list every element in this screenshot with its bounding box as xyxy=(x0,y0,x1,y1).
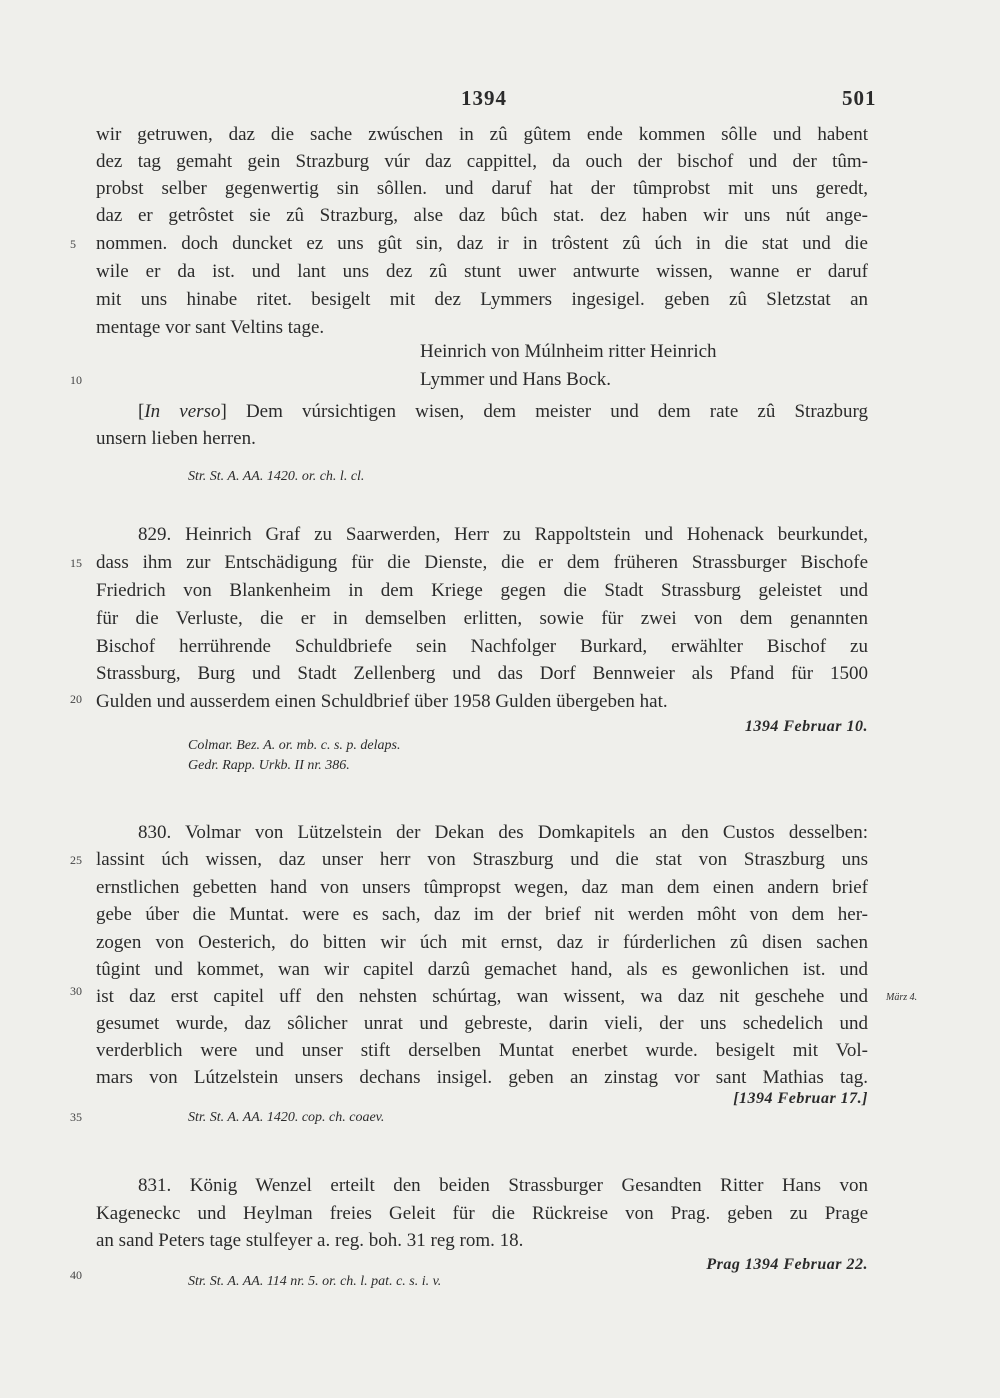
text-line: mars von Lútzelstein unsers dechans insigel. geben an zinstag vor sant Mathias tag. xyxy=(96,1067,868,1088)
line-number: 35 xyxy=(70,1110,82,1124)
text-line: dez tag gemaht gein Strazburg vúr daz cappittel, da ouch der bischof und der tûm- xyxy=(96,151,868,172)
line-number: 15 xyxy=(70,556,82,570)
text-line: Bischof herrührende Schuldbriefe sein Nachfolger Burkard, erwählter Bischof zu xyxy=(96,636,868,657)
text-line: für die Verluste, die er in demselben erlitten, sowie für zwei von dem genannten xyxy=(96,608,868,629)
text-line: mentage vor sant Veltins tage. xyxy=(96,317,325,338)
entry-date: Prag 1394 Februar 22. xyxy=(706,1256,868,1273)
entry-number: 830. xyxy=(138,822,172,843)
line-number: 5 xyxy=(70,237,76,251)
signature-line: Lymmer und Hans Bock. xyxy=(420,369,612,390)
text-line: ist daz erst capitel uff den nehsten schúrtag, wan wissent, wa daz nit geschehe und xyxy=(96,986,868,1007)
entry-number: 831. xyxy=(138,1175,172,1196)
verso-text: Dem vúrsichtigen wisen, dem meister und dem rate zû Strazburg xyxy=(245,401,869,422)
entry-date: [1394 Februar 17.] xyxy=(733,1090,868,1107)
line-number: 10 xyxy=(70,373,82,387)
text-line: zogen von Oesterich, do bitten wir úch mit ernst, daz ir fúrderlichen zû disen sachen xyxy=(96,932,868,953)
source-citation: Str. St. A. AA. 1420. or. ch. l. cl. xyxy=(188,469,365,484)
text-line: dass ihm zur Entschädigung für die Dienste, die er dem früheren Strassburger Bischofe xyxy=(96,552,868,573)
text-line: gesumet wurde, daz sôlicher unrat und gebreste, darin vieli, der uns schedelich und xyxy=(96,1013,868,1034)
text-line: Friedrich von Blankenheim in dem Kriege gegen die Stadt Strassburg geleistet und xyxy=(96,580,868,601)
signature-line: Heinrich von Múlnheim ritter Heinrich xyxy=(420,341,717,362)
entry-date: 1394 Februar 10. xyxy=(744,718,868,735)
text-line: Gulden und ausserdem einen Schuldbrief über 1958 Gulden übergeben hat. xyxy=(96,691,668,712)
page-number: 501 xyxy=(842,86,877,110)
text-line: probst selber gegenwertig sin sôllen. und daruf hat der tûmprobst mit uns geredt, xyxy=(96,178,868,199)
text-line: lassint úch wissen, daz unser herr von Straszburg und die stat von Straszburg uns xyxy=(96,849,868,870)
entry-first-line xyxy=(138,1172,868,1199)
entry-number: 829. xyxy=(138,524,172,545)
line-number: 30 xyxy=(70,984,82,998)
source-citation: Str. St. A. AA. 1420. cop. ch. coaev. xyxy=(188,1110,385,1125)
verso-label: In verso xyxy=(144,401,221,422)
entry-first-line xyxy=(138,819,868,846)
text-line: Kageneckc und Heylman freies Geleit für die Rückreise von Prag. geben zu Prage xyxy=(96,1203,868,1224)
text-line: ernstlichen gebetten hand von unsers tûmpropst wegen, daz man dem einen andern brief xyxy=(96,877,868,898)
text-line: mit uns hinabe ritet. besigelt mit dez Lymmers ingesigel. geben zû Sletzstat an xyxy=(96,289,868,310)
entry-first-line xyxy=(138,521,868,548)
verso-line: [In verso] Dem vúrsichtigen wisen, dem meister und dem rate zû Strazburg xyxy=(138,401,869,422)
text-line: daz er getrôstet sie zû Strazburg, alse daz bûch stat. dez haben wir uns nút ange- xyxy=(96,205,868,226)
line-number: 40 xyxy=(70,1268,82,1282)
text-line: gebe úber die Muntat. were es sach, daz im der brief nit werden môht von dem her- xyxy=(96,904,868,925)
line-number: 25 xyxy=(70,853,82,867)
text-line: wile er da ist. und lant uns dez zû stunt uwer antwurte wissen, wanne er daruf xyxy=(96,261,868,282)
text-line: Strassburg, Burg und Stadt Zellenberg und das Dorf Bennweier als Pfand für 1500 xyxy=(96,663,868,684)
margin-date-note: März 4. xyxy=(886,992,918,1003)
text-line: König Wenzel erteilt den beiden Strassburger Gesandten Ritter Hans von xyxy=(189,1175,869,1196)
source-citation: Colmar. Bez. A. or. mb. c. s. p. delaps. xyxy=(188,738,401,753)
text-line: verderblich were und unser stift derselben Muntat enerbet wurde. besigelt mit Vol- xyxy=(96,1040,868,1061)
source-citation: Str. St. A. AA. 114 nr. 5. or. ch. l. pat. c. s. i. v. xyxy=(188,1274,442,1289)
print-citation: Gedr. Rapp. Urkb. II nr. 386. xyxy=(188,758,350,773)
line-number: 20 xyxy=(70,692,82,706)
text-line: Heinrich Graf zu Saarwerden, Herr zu Rappoltstein und Hohenack beurkundet, xyxy=(185,524,869,545)
text-line: tûgint und kommet, wan wir capitel darzû gemachet hand, als es gewonlichen ist. und xyxy=(96,959,868,980)
text-line: an sand Peters tage stulfeyer a. reg. boh. 31 reg rom. 18. xyxy=(96,1230,524,1251)
verso-line: unsern lieben herren. xyxy=(96,428,256,449)
text-line: nommen. doch duncket ez uns gût sin, daz ir in trôstent zû úch in die stat und die xyxy=(96,233,868,254)
text-line: Volmar von Lützelstein der Dekan des Domkapitels an den Custos desselben: xyxy=(185,822,868,843)
text-line: wir getruwen, daz die sache zwúschen in zû gûtem ende kommen sôlle und habent xyxy=(96,124,868,145)
running-head-year: 1394 xyxy=(461,86,507,110)
